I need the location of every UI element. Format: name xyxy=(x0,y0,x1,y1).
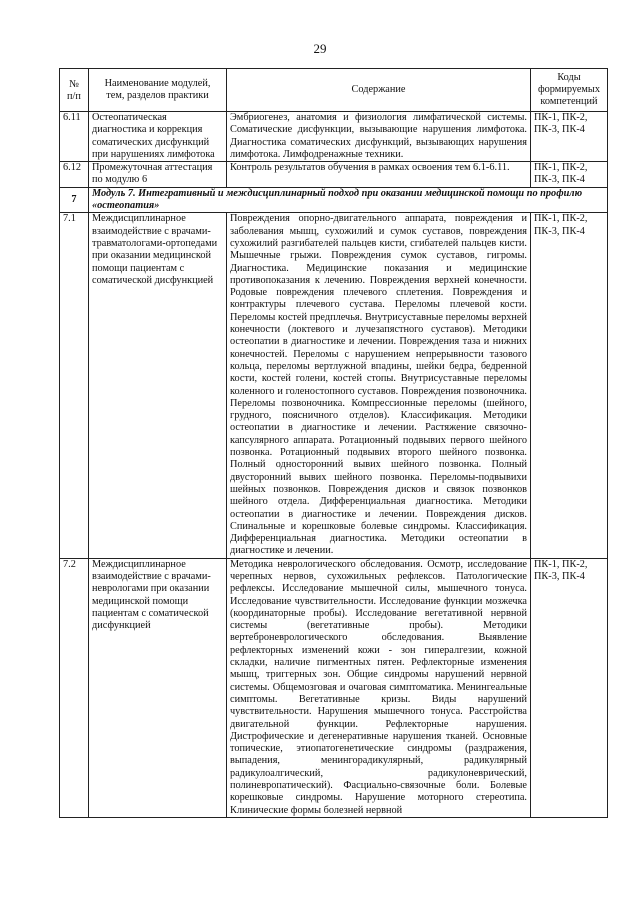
header-name: Наименование модулей, тем, разделов практики xyxy=(89,69,227,112)
header-codes: Коды формируемых компетенций xyxy=(531,69,608,112)
row-codes: ПК-1, ПК-2, ПК-3, ПК-4 xyxy=(531,112,608,162)
row-num: 6.11 xyxy=(60,112,89,162)
row-name: Остеопатическая диагностика и коррекция соматических дисфункций при нарушениях лимфотока xyxy=(89,112,227,162)
row-content: Контроль результатов обучения в рамках освоения тем 6.1-6.11. xyxy=(227,162,531,188)
row-name: Междисциплинарное взаимодействие с врачами-травматологами-ортопедами при оказании медицинской помощи пациентам с соматической дисфункцией xyxy=(89,213,227,558)
curriculum-table xyxy=(59,68,608,818)
row-num: 7.1 xyxy=(60,213,89,558)
row-codes: ПК-1, ПК-2, ПК-3, ПК-4 xyxy=(531,213,608,558)
page-number: 29 xyxy=(313,41,327,56)
module-row xyxy=(60,187,608,213)
table-header-row xyxy=(60,69,608,112)
table-row xyxy=(60,558,608,817)
header-content: Содержание xyxy=(227,69,531,112)
module-num: 7 xyxy=(60,187,89,213)
row-name: Промежуточная аттестация по модулю 6 xyxy=(89,162,227,188)
row-num: 6.12 xyxy=(60,162,89,188)
module-title: Модуль 7. Интегративный и междисциплинарный подход при оказании медицинской помощи по профилю «остеопатия» xyxy=(89,187,608,213)
table-row xyxy=(60,162,608,188)
row-codes: ПК-1, ПК-2, ПК-3, ПК-4 xyxy=(531,162,608,188)
table-row xyxy=(60,112,608,162)
row-name: Междисциплинарное взаимодействие с врачами-неврологами при оказании медицинской помощи пациентам с соматической дисфункцией xyxy=(89,558,227,817)
row-num: 7.2 xyxy=(60,558,89,817)
table-row xyxy=(60,213,608,558)
row-content: Эмбриогенез, анатомия и физиология лимфатической системы. Соматические дисфункции, вызывающие нарушения лимфотока. Диагностика соматических дисфункций, вызывающих нарушения лимфотока. Лимфодренажные техники. xyxy=(227,112,531,162)
header-num: № п/п xyxy=(60,69,89,112)
row-content: Повреждения опорно-двигательного аппарата, повреждения и заболевания мышц, сухожилий и сумок суставов, повреждения сухожилий разгибателей пальцев кисти, сгибателей пальцев кисти. Мышечные грыжи. Повреждения сумок суставов, гигромы. Диагностика. Медицинские показания и медицинские противопоказания к лечению. Повреждения верхней конечности. Родовые повреждения плечевого сплетения. Повреждения и контрактуры плечевого сустава. Переломы плечевой кости. Переломы костей предплечья. Внутрисуставные переломы верхней конечности (локтевого и лучезапястного суставов). Методики остеопатии в диагностике и лечении. Повреждения таза и нижних конечностей. Переломы с нарушением непрерывности тазового кольца, переломы вертлужной впадины, шейки бедра, бедренной кости, костей голени, костей стопы. Внутрисуставные переломы коленного и голеностопного суставов. Повреждения позвоночника. Переломы позвоночника. Компрессионные переломы (шейного, грудного, поясничного отделов). Классификация. Методики остеопатии в диагностике и лечении. Растяжение связочно-капсулярного аппарата. Ротационный подвывих первого шейного позвонка. Ротационный подвывих второго шейного позвонка. Полный односторонний вывих шейного позвонка. Полный двусторонний вывих шейного позвонка. Переломы-подвывихи шейных позвонков. Повреждения дисков и связок позвонков шейного отдела. Дифференциальная диагностика. Методики остеопатии в диагностике и лечении. Повреждения дисков. Спинальные и корешковые болевые синдромы. Классификация. Дифференциальная диагностика. Методики остеопатии в диагностике и лечении. xyxy=(227,213,531,558)
row-codes: ПК-1, ПК-2, ПК-3, ПК-4 xyxy=(531,558,608,817)
row-content: Методика неврологического обследования. Осмотр, исследование черепных нервов, сухожильных рефлексов. Патологические рефлексы. Исследование мышечной силы, мышечного тонуса. Исследование чувствительности. Исследование функции мозжечка (координаторные пробы). Исследование вегетативной нервной системы (вегетативные пробы). Методики вертеброневрологического обследования. Выявление рефлекторных изменений кожи - зон гипералгезии, кожной складки, наличие пигментных пятен. Рефлекторные изменения мышц, триггерных зон. Общие синдромы нарушений нервной системы. Общемозговая и очаговая симптоматика. Менингеальные симптомы. Вегетативные кризы. Виды нарушений чувствительности. Нарушения мышечного тонуса. Расстройства двигательной функции. Рефлекторные нарушения. Дистрофические и дегенеративные нарушения тканей. Основные топические, этиопатогенетические синдромы (раздражения, выпадения, менингорадикулярный, радикулярный радикулоалгический, радикулоневрический, полиневропатический). Фасциально-связочные боли. Болевые корешковые синдромы. Нарушение моторного стереотипа. Клинические формы болезней нервной xyxy=(227,558,531,817)
